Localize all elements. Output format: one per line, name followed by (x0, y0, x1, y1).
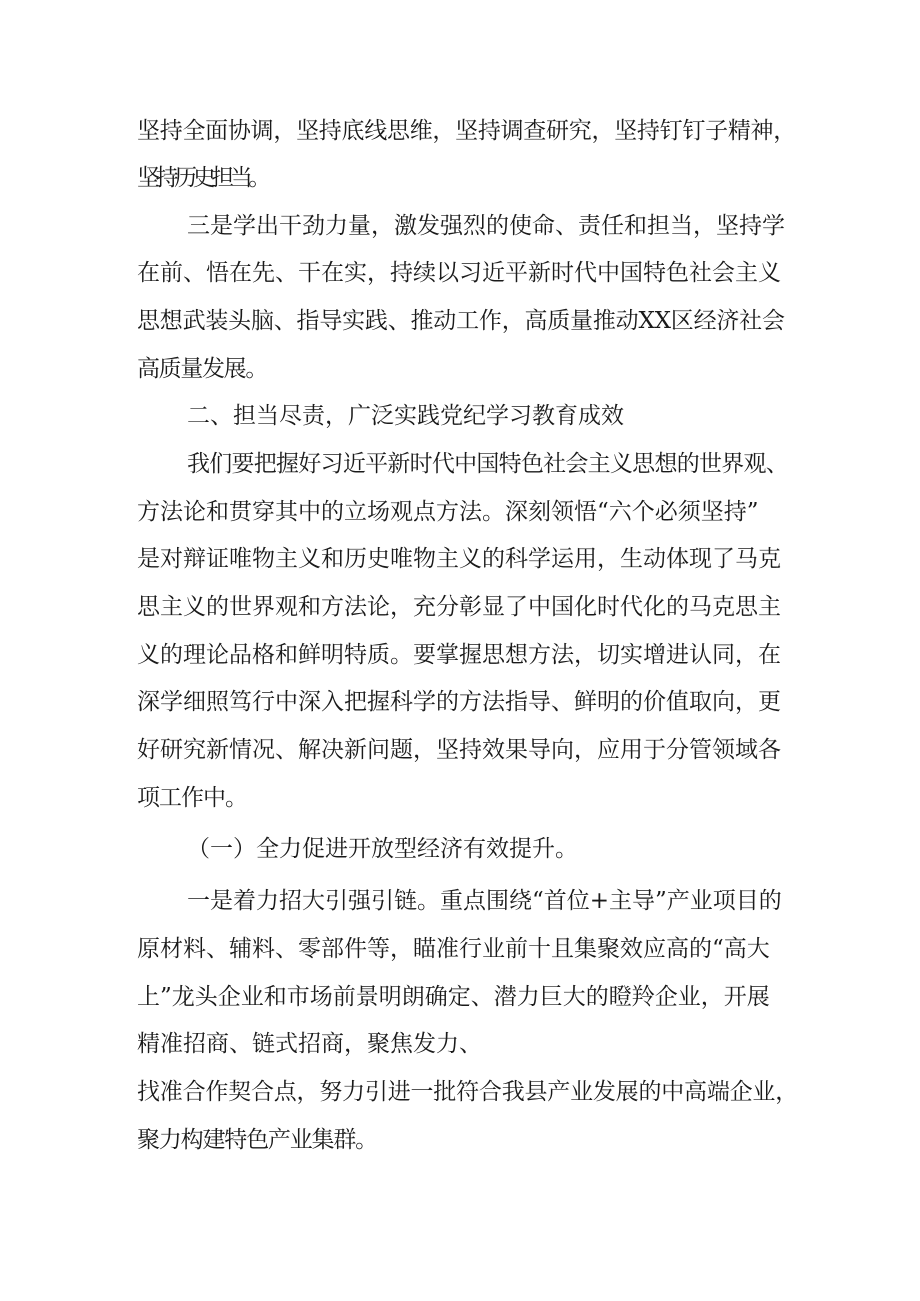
text-line: 思主义的世界观和方法论，充分彰显了中国化时代化的马克思主 (137, 594, 781, 620)
text-line: 是对辩证唯物主义和历史唯物主义的科学运用，生动体现了马克 (137, 546, 781, 572)
text-line: 思想武装头脑、指导实践、推动工作，高质量推动XX区经济社会 (137, 308, 785, 334)
text-line: 在前、悟在先、干在实，持续以习近平新时代中国特色社会主义 (137, 260, 781, 286)
text-line: 上”龙头企业和市场前景明朗确定、潜力巨大的瞪羚企业，开展 (137, 984, 770, 1010)
text-line: 好研究新情况、解决新问题，坚持效果导向，应用于分管领域各 (137, 737, 781, 763)
text-line: 义的理论品格和鲜明特质。要掌握思想方法，切实增进认同，在 (137, 642, 781, 668)
text-line: 我们要把握好习近平新时代中国特色社会主义思想的世界观、 (187, 451, 788, 477)
text-line: 坚持全面协调，坚持底线思维，坚持调查研究，坚持钉钉子精神， (137, 118, 796, 144)
section-heading: 二、担当尽责，广泛实践党纪学习教育成效 (187, 403, 624, 429)
text-line: 三是学出干劲力量，激发强烈的使命、责任和担当，坚持学 (187, 213, 785, 239)
text-line: 原材料、辅料、零部件等，瞄准行业前十且集聚效应高的“高大 (137, 936, 770, 962)
text-line: 坚持历史担当。 (137, 165, 267, 191)
text-line: 项工作中。 (137, 785, 247, 811)
text-line: 深学细照笃行中深入把握科学的方法指导、鲜明的价值取向，更 (137, 689, 781, 715)
text-line: 方法论和贯穿其中的立场观点方法。深刻领悟“六个必须坚持” (137, 499, 759, 525)
text-line: 聚力构建特色产业集群。 (137, 1127, 377, 1153)
text-line: 高质量发展。 (137, 356, 268, 382)
text-line: 一是着力招大引强引链。重点围绕“首位+主导”产业项目的 (187, 888, 782, 914)
text-line: 找准合作契合点，努力引进一批符合我县产业发展的中高端企业， (137, 1079, 798, 1105)
text-line: 精准招商、链式招商，聚焦发力、 (137, 1031, 482, 1057)
subsection-heading: （一）全力促进开放型经济有效提升。 (187, 836, 578, 862)
